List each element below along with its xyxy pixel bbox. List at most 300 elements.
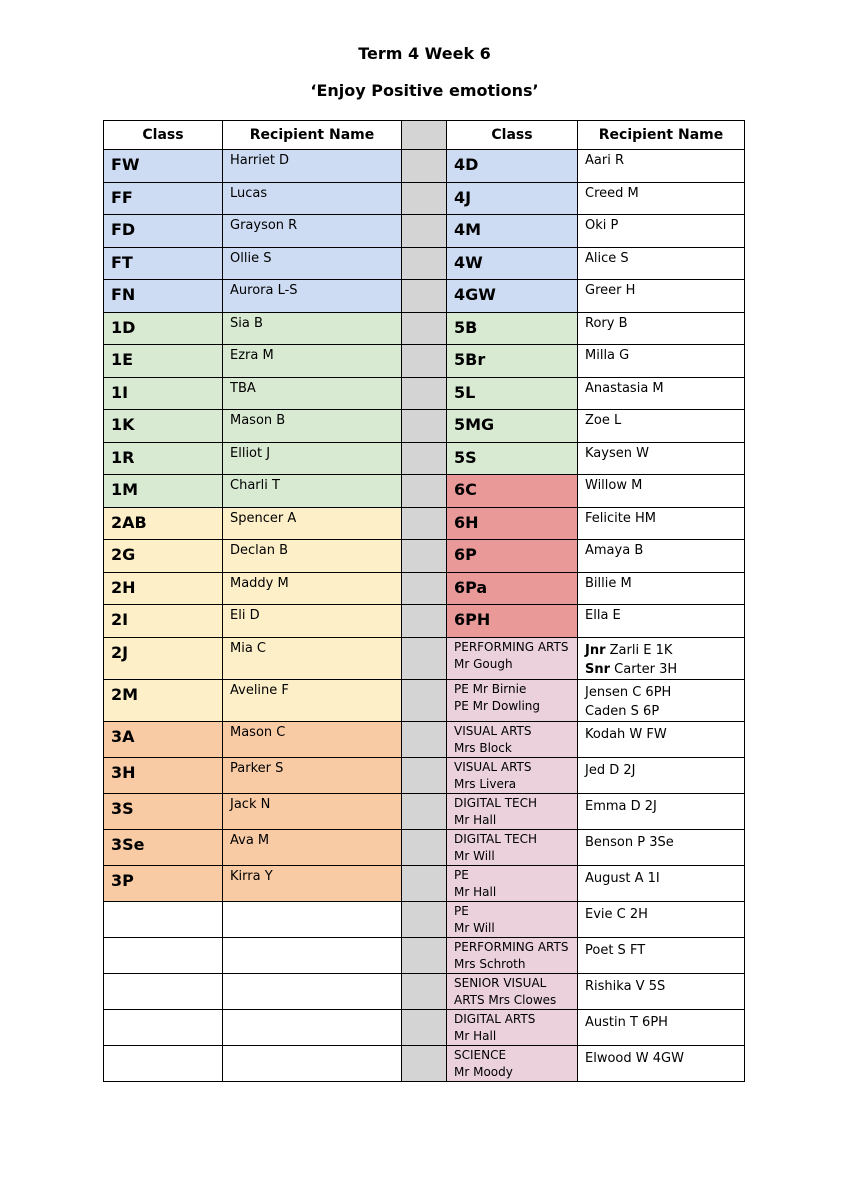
left-recipient-cell (223, 1046, 402, 1082)
specialist-subject-cell (447, 974, 578, 1010)
right-class-cell-text: 6C (454, 480, 477, 499)
spacer-cell-text (402, 573, 446, 576)
spacer-cell-text (402, 183, 446, 186)
left-class-cell-text: FN (111, 285, 136, 304)
page-title: Term 4 Week 6 (358, 44, 491, 63)
left-recipient-cell-text: Grayson R (230, 218, 298, 233)
left-class-cell (104, 605, 223, 638)
left-recipient-cell-text: Mia C (230, 641, 267, 656)
bound-text: Jed D 2J (585, 763, 636, 778)
right-class-cell (447, 183, 578, 215)
right-recipient-cell-text: Ella E (585, 608, 621, 623)
specialist-subject-cell-text (447, 902, 577, 937)
left-recipient-cell (223, 938, 402, 974)
right-class-cell (447, 508, 578, 540)
table-row (104, 866, 745, 902)
bound-text: PERFORMING ARTS (454, 640, 569, 654)
spacer-cell-text (402, 508, 446, 511)
page-subtitle: ‘Enjoy Positive emotions’ (310, 81, 539, 100)
left-recipient-cell (223, 345, 402, 378)
left-class-cell (104, 410, 223, 443)
right-recipient-cell (578, 974, 745, 1010)
table-row (104, 794, 745, 830)
right-recipient-cell (578, 475, 745, 508)
left-recipient-cell-text (223, 938, 401, 941)
right-recipient-cell-text: Willow M (585, 478, 643, 493)
right-recipient-cell (578, 508, 745, 540)
left-recipient-cell-text: Aveline F (230, 683, 289, 698)
right-recipient-cell-text (578, 1046, 744, 1068)
spacer-cell-text (402, 794, 446, 797)
bound-text: Mr Hall (454, 1029, 497, 1043)
right-recipient-cell-text: Greer H (585, 283, 636, 298)
table-row (104, 573, 745, 605)
specialist-subject-cell-text (447, 1010, 577, 1045)
right-recipient-cell (578, 378, 745, 410)
spacer-cell-text (402, 1010, 446, 1013)
left-class-cell (104, 974, 223, 1010)
spacer-cell (402, 830, 447, 866)
right-class-cell (447, 410, 578, 443)
left-recipient-cell (223, 215, 402, 248)
left-class-cell (104, 313, 223, 345)
specialist-subject-cell (447, 758, 578, 794)
bound-text: Elwood W 4GW (585, 1051, 684, 1066)
table-row (104, 215, 745, 248)
specialist-subject-cell-text (447, 974, 577, 1009)
left-class-cell (104, 248, 223, 280)
specialist-subject-cell-text (447, 1046, 577, 1081)
specialist-subject-cell (447, 680, 578, 722)
left-recipient-cell (223, 150, 402, 183)
right-class-cell-text: 5Br (454, 350, 486, 369)
left-class-cell (104, 902, 223, 938)
specialist-subject-cell (447, 1046, 578, 1082)
spacer-cell (402, 475, 447, 508)
left-class-cell-text (104, 902, 222, 908)
right-class-cell-text: 4GW (454, 285, 496, 304)
specialist-subject-cell (447, 638, 578, 680)
bound-text: DIGITAL TECH (454, 796, 538, 810)
left-recipient-cell-text (223, 974, 401, 977)
spacer-cell (402, 150, 447, 183)
right-recipient-cell (578, 183, 745, 215)
right-recipient-cell (578, 938, 745, 974)
left-recipient-cell (223, 378, 402, 410)
spacer-cell-text (402, 410, 446, 413)
left-recipient-cell-text: Harriet D (230, 153, 290, 168)
left-class-cell-text: 1R (111, 448, 135, 467)
left-class-cell (104, 1046, 223, 1082)
specialist-subject-cell (447, 1010, 578, 1046)
right-recipient-cell (578, 794, 745, 830)
bound-text: Jensen C 6PH (585, 685, 672, 700)
left-class-cell (104, 540, 223, 573)
left-recipient-cell-text: Charli T (230, 478, 280, 493)
right-recipient-cell (578, 313, 745, 345)
specialist-subject-cell-text (447, 722, 577, 757)
right-class-cell (447, 475, 578, 508)
right-recipient-cell (578, 680, 745, 722)
left-class-cell (104, 378, 223, 410)
bound-text: PE Mr Dowling (454, 699, 541, 713)
left-class-cell-text: 3P (111, 871, 134, 890)
left-class-cell-text (104, 1010, 222, 1016)
spacer-cell (402, 938, 447, 974)
left-recipient-cell (223, 313, 402, 345)
left-recipient-cell-text (223, 902, 401, 905)
spacer-cell (402, 605, 447, 638)
left-recipient-cell-text: Mason B (230, 413, 286, 428)
spacer-cell (402, 1046, 447, 1082)
bound-text: PERFORMING ARTS (454, 940, 569, 954)
left-recipient-cell-text: Aurora L-S (230, 283, 298, 298)
left-recipient-cell-text: Sia B (230, 316, 263, 331)
spacer-cell (402, 345, 447, 378)
bound-text: Mr Gough (454, 657, 513, 671)
spacer-cell (402, 313, 447, 345)
right-class-header: Class (447, 121, 578, 150)
table-row (104, 475, 745, 508)
left-class-cell-text: 1D (111, 318, 136, 337)
right-class-cell (447, 605, 578, 638)
left-recipient-cell (223, 443, 402, 475)
table-row (104, 280, 745, 313)
left-class-cell (104, 443, 223, 475)
spacer-cell-text (402, 974, 446, 977)
spacer-cell (402, 215, 447, 248)
specialist-subject-cell (447, 830, 578, 866)
right-recipient-cell-text (578, 830, 744, 852)
right-class-cell-text: 6H (454, 513, 479, 532)
left-class-cell (104, 508, 223, 540)
left-recipient-cell-text: Spencer A (230, 511, 297, 526)
left-recipient-cell-text (223, 1046, 401, 1049)
left-class-cell-text: FT (111, 253, 133, 272)
table-row (104, 150, 745, 183)
spacer-cell (402, 248, 447, 280)
table-row (104, 540, 745, 573)
left-class-cell-text: 1K (111, 415, 135, 434)
left-class-cell-text: 1E (111, 350, 134, 369)
table-row (104, 1046, 745, 1082)
bound-text: Zarli E 1K (605, 643, 673, 658)
right-recipient-cell-text (578, 902, 744, 924)
right-recipient-cell-text (578, 794, 744, 816)
right-recipient-cell-text (578, 974, 744, 996)
left-recipient-cell (223, 680, 402, 722)
spacer-cell (402, 680, 447, 722)
left-class-cell-text: 2H (111, 578, 136, 597)
bound-text: Mrs Block (454, 741, 512, 755)
right-recipient-cell (578, 605, 745, 638)
specialist-subject-cell (447, 902, 578, 938)
right-class-cell (447, 248, 578, 280)
left-class-cell (104, 680, 223, 722)
left-class-cell-text: 3H (111, 763, 136, 782)
left-recipient-cell (223, 508, 402, 540)
right-recipient-cell-text (578, 722, 744, 744)
specialist-subject-cell-text (447, 830, 577, 865)
table-row (104, 638, 745, 680)
spacer-cell-text (402, 280, 446, 283)
spacer-cell (402, 794, 447, 830)
spacer-cell-text (402, 443, 446, 446)
right-class-cell-text: 5MG (454, 415, 495, 434)
right-recipient-cell (578, 1010, 745, 1046)
left-recipient-cell-text: Jack N (230, 797, 271, 812)
right-class-cell-text: 4M (454, 220, 482, 239)
spacer-cell (402, 866, 447, 902)
table-row (104, 183, 745, 215)
spacer-cell-text (402, 345, 446, 348)
bound-text: PE Mr Birnie (454, 682, 527, 696)
spacer-cell-text (402, 1046, 446, 1049)
spacer-cell (402, 1010, 447, 1046)
spacer-cell (402, 443, 447, 475)
left-class-cell (104, 1010, 223, 1046)
right-recipient-cell-text: Rory B (585, 316, 628, 331)
table-row (104, 758, 745, 794)
table-row (104, 248, 745, 280)
right-recipient-cell-text (578, 938, 744, 960)
bound-text: DIGITAL TECH (454, 832, 538, 846)
spacer-cell-text (402, 475, 446, 478)
right-recipient-cell-text: Kaysen W (585, 446, 649, 461)
bound-text: Mr Hall (454, 813, 497, 827)
left-class-header: Class (104, 121, 223, 150)
left-recipient-cell (223, 1010, 402, 1046)
spacer-cell-text (402, 830, 446, 833)
table-row (104, 938, 745, 974)
bound-text: Mrs Schroth (454, 957, 526, 971)
left-class-cell (104, 573, 223, 605)
left-class-cell-text: FW (111, 155, 140, 174)
left-class-cell (104, 938, 223, 974)
left-recipient-cell-text: Maddy M (230, 576, 289, 591)
bound-text: Jnr (585, 643, 606, 658)
table-row (104, 1010, 745, 1046)
left-class-cell (104, 345, 223, 378)
table-row (104, 605, 745, 638)
spacer-cell (402, 758, 447, 794)
left-class-cell-text: 3Se (111, 835, 145, 854)
specialist-subject-cell-text (447, 680, 577, 715)
left-class-cell (104, 794, 223, 830)
spacer-cell (402, 410, 447, 443)
right-class-cell (447, 378, 578, 410)
left-recipient-cell (223, 280, 402, 313)
left-class-cell-text: 2I (111, 610, 129, 629)
bound-text: Mr Moody (454, 1065, 513, 1079)
right-recipient-cell (578, 722, 745, 758)
left-class-cell-text: FF (111, 188, 133, 207)
spacer-cell-text (402, 902, 446, 905)
left-recipient-cell (223, 830, 402, 866)
table-row (104, 443, 745, 475)
right-recipient-cell (578, 830, 745, 866)
table-row (104, 345, 745, 378)
right-class-cell (447, 540, 578, 573)
bound-text: Emma D 2J (585, 799, 657, 814)
right-recipient-cell-text: Amaya B (585, 543, 644, 558)
left-class-cell (104, 475, 223, 508)
spacer-cell (402, 638, 447, 680)
right-recipient-cell (578, 902, 745, 938)
bound-text: Benson P 3Se (585, 835, 674, 850)
right-recipient-cell-text: Zoe L (585, 413, 622, 428)
right-recipient-cell-text (578, 866, 744, 888)
right-class-cell-text: 4W (454, 253, 483, 272)
spacer-cell (402, 540, 447, 573)
right-recipient-cell (578, 866, 745, 902)
bound-text: August A 1I (585, 871, 660, 886)
bound-text: SCIENCE (454, 1048, 507, 1062)
left-recipient-cell-text: Mason C (230, 725, 286, 740)
left-recipient-cell-text: Elliot J (230, 446, 271, 461)
bound-text: Caden S 6P (585, 704, 660, 719)
left-recipient-cell-text: Parker S (230, 761, 284, 776)
left-class-cell-text: 2AB (111, 513, 147, 532)
bound-text: ARTS Mrs Clowes (454, 993, 557, 1007)
right-class-cell-text: 5L (454, 383, 476, 402)
left-recipient-cell-text (223, 1010, 401, 1013)
bound-text: VISUAL ARTS (454, 760, 532, 774)
spacer-cell (402, 974, 447, 1010)
table-row (104, 974, 745, 1010)
spacer-cell-text (402, 680, 446, 683)
specialist-subject-cell-text (447, 938, 577, 973)
bound-text: Mr Hall (454, 885, 497, 899)
specialist-subject-cell (447, 722, 578, 758)
recipients-table (103, 120, 745, 1082)
left-recipient-cell-text: Eli D (230, 608, 260, 623)
right-recipient-cell-text (578, 1010, 744, 1032)
right-recipient-cell (578, 1046, 745, 1082)
left-class-cell (104, 722, 223, 758)
left-class-cell (104, 183, 223, 215)
right-recipient-cell-text: Oki P (585, 218, 619, 233)
left-class-cell (104, 280, 223, 313)
specialist-subject-cell-text (447, 638, 577, 673)
spacer-cell-text (402, 638, 446, 641)
spacer-cell-text (402, 540, 446, 543)
left-recipient-cell (223, 573, 402, 605)
left-recipient-cell (223, 758, 402, 794)
left-recipient-cell (223, 410, 402, 443)
left-recipient-cell (223, 722, 402, 758)
specialist-subject-cell (447, 938, 578, 974)
bound-text: Carter 3H (610, 662, 678, 677)
spacer-cell (402, 183, 447, 215)
spacer-cell-text (402, 758, 446, 761)
table-row (104, 313, 745, 345)
right-recipient-cell-text: Creed M (585, 186, 639, 201)
specialist-subject-cell-text (447, 866, 577, 901)
left-recipient-cell-text: Ava M (230, 833, 270, 848)
right-class-cell-text: 6P (454, 545, 477, 564)
right-recipient-cell (578, 443, 745, 475)
bound-text: Snr (585, 662, 611, 677)
left-class-cell-text: 1I (111, 383, 129, 402)
left-class-cell (104, 638, 223, 680)
right-class-cell (447, 280, 578, 313)
table-row (104, 680, 745, 722)
right-recipient-cell (578, 638, 745, 680)
left-class-cell-text: 3S (111, 799, 134, 818)
spacer-cell (402, 280, 447, 313)
spacer-cell-text (402, 938, 446, 941)
spacer-cell-text (402, 313, 446, 316)
left-class-cell (104, 866, 223, 902)
left-class-cell-text: FD (111, 220, 136, 239)
spacer-cell-text (402, 722, 446, 725)
left-recipient-cell (223, 866, 402, 902)
left-class-cell-text (104, 938, 222, 944)
right-class-cell (447, 345, 578, 378)
bound-text: PE (454, 904, 469, 918)
right-recipient-cell (578, 410, 745, 443)
right-recipient-cell-text: Alice S (585, 251, 629, 266)
right-recipient-cell (578, 280, 745, 313)
left-recipient-cell (223, 540, 402, 573)
left-recipient-cell (223, 475, 402, 508)
table-row (104, 830, 745, 866)
spacer-cell-text (402, 215, 446, 218)
right-recipient-cell-text: Milla G (585, 348, 630, 363)
left-class-cell (104, 150, 223, 183)
right-class-cell-text: 5B (454, 318, 478, 337)
left-recipient-cell-text: TBA (230, 381, 256, 396)
spacer-cell-text (402, 866, 446, 869)
right-class-cell-text: 4D (454, 155, 479, 174)
right-class-cell (447, 313, 578, 345)
table-row (104, 722, 745, 758)
right-class-cell (447, 150, 578, 183)
left-class-cell (104, 830, 223, 866)
right-class-cell (447, 215, 578, 248)
right-recipient-cell (578, 150, 745, 183)
spacer-cell (402, 378, 447, 410)
left-class-cell-text: 2M (111, 685, 139, 704)
right-recipient-cell-text (578, 638, 744, 679)
right-recipient-cell (578, 215, 745, 248)
right-recipient-cell-text (578, 680, 744, 721)
left-recipient-cell-text: Lucas (230, 186, 268, 201)
left-class-cell-text: 2J (111, 643, 129, 662)
right-recipient-cell-text: Billie M (585, 576, 632, 591)
right-recipient-cell (578, 758, 745, 794)
left-recipient-cell-text: Ollie S (230, 251, 272, 266)
bound-text: Rishika V 5S (585, 979, 666, 994)
left-recipient-cell-text: Kirra Y (230, 869, 273, 884)
table-row (104, 410, 745, 443)
right-recipient-cell (578, 248, 745, 280)
spacer-cell (402, 722, 447, 758)
left-recipient-cell (223, 638, 402, 680)
right-recipient-cell-text: Anastasia M (585, 381, 664, 396)
bound-text: Evie C 2H (585, 907, 648, 922)
specialist-subject-cell-text (447, 758, 577, 793)
right-recipient-cell-text: Aari R (585, 153, 624, 168)
spacer-cell (402, 508, 447, 540)
spacer-column (402, 121, 447, 150)
right-recipient-cell-text: Felicite HM (585, 511, 656, 526)
spacer-cell-text (402, 248, 446, 251)
bound-text: Poet S FT (585, 943, 646, 958)
spacer-cell (402, 573, 447, 605)
table-row (104, 378, 745, 410)
